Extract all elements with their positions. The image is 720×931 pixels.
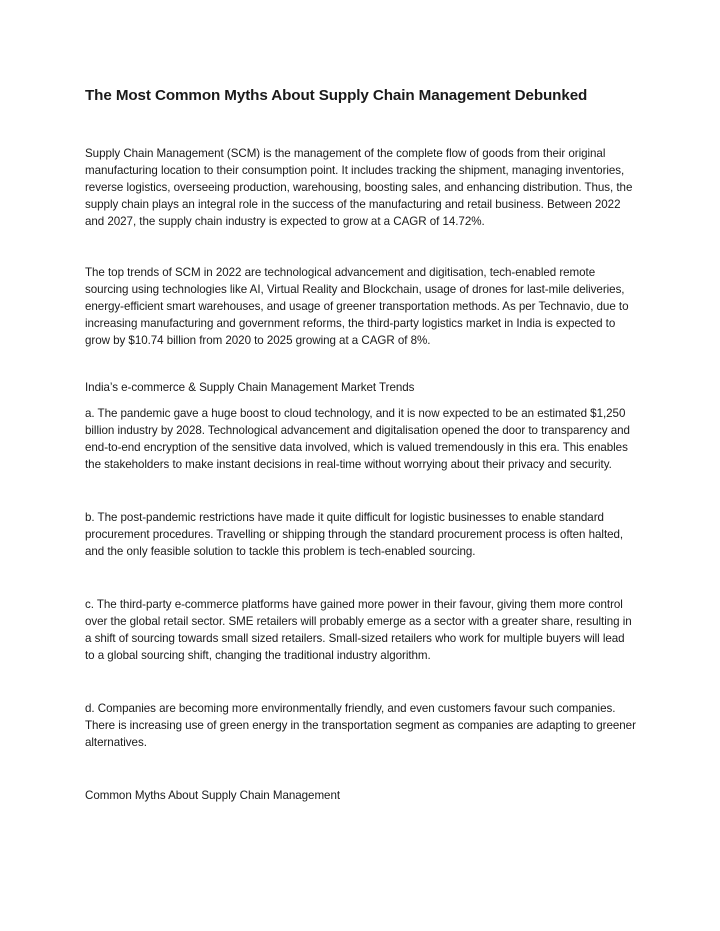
trend-item-b: b. The post-pandemic restrictions have made it quite difficult for logistic businesses to enable standard procurement procedures. Travelling or shipping through the standard procurement process is often halted, and the only feasible solution to tackle this problem is tech-enabled sourcing. [85,511,624,558]
trend-item-c: c. The third-party e-commerce platforms have gained more power in their favour, giving them more control over the global retail sector. SME retailers will probably emerge as a sector with a greater share, resulting in a shift of sourcing towards small sized retailers. Small-sized retailers who work for multiple buyers will lead to a global sourcing shift, changing the traditional industry algorithm. [85,598,632,662]
trends-paragraph: The top trends of SCM in 2022 are technological advancement and digitisation, tech-enabled remote sourcing using technologies like AI, Virtual Reality and Blockchain, usage of drones for last-mile deliveries, energy-efficient smart warehouses, and usage of greener transportation methods. As per Technavio, due to increasing manufacturing and government reforms, the third-party logistics market in India is expected to grow by $10.74 billion from 2020 to 2025 growing at a CAGR of 8%. [85,266,629,347]
section-heading-market-trends: India’s e-commerce & Supply Chain Management Market Trends [85,381,415,394]
trend-item-d: d. Companies are becoming more environmentally friendly, and even customers favour such companies. There is increasing use of green energy in the transportation segment as companies are adapting to greener alternatives. [85,702,636,749]
trend-item-a: a. The pandemic gave a huge boost to cloud technology, and it is now expected to be an estimated $1,250 billion industry by 2028. Technological advancement and digitalisation opened the door to transparency and end-to-end encryption of the sensitive data involved, which is valued tremendously in this era. This enables the stakeholders to make instant decisions in real-time without worrying about their privacy and security. [85,407,630,471]
document-title: The Most Common Myths About Supply Chain Management Debunked [85,87,588,104]
intro-paragraph: Supply Chain Management (SCM) is the management of the complete flow of goods from their original manufacturing location to their consumption point. It includes tracking the shipment, managing inventories, reverse logistics, overseeing production, warehousing, boosting sales, and enhancing distribution. Thus, the supply chain plays an integral role in the success of the manufacturing and retail business. Between 2022 and 2027, the supply chain industry is expected to grow at a CAGR of 14.72%. [85,147,633,228]
section-heading-common-myths: Common Myths About Supply Chain Management [85,789,341,802]
